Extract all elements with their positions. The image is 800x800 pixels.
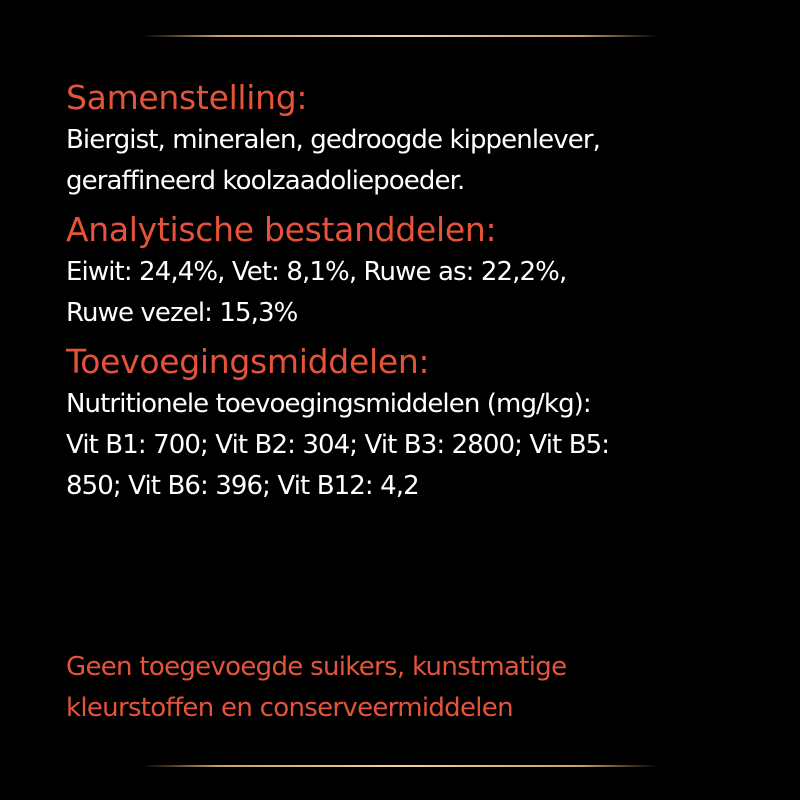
composition-heading: Samenstelling: xyxy=(66,78,308,117)
top-divider xyxy=(142,35,658,37)
ingredients-panel xyxy=(66,76,766,507)
analytical-line-2: Ruwe vezel: 15,3% xyxy=(66,298,298,328)
analytical-heading: Analytische bestanddelen: xyxy=(66,210,497,249)
no-additives-note xyxy=(66,647,766,729)
note-line-2: kleurstoffen en conserveermiddelen xyxy=(66,693,513,723)
composition-section xyxy=(66,76,766,202)
additives-line-3: 850; Vit B6: 396; Vit B12: 4,2 xyxy=(66,471,419,501)
composition-line-1: Biergist, mineralen, gedroogde kippenlever, xyxy=(66,125,600,155)
composition-line-2: geraffineerd koolzaadoliepoeder. xyxy=(66,166,465,196)
additives-heading: Toevoegingsmiddelen: xyxy=(66,342,430,381)
analytical-line-1: Eiwit: 24,4%, Vet: 8,1%, Ruwe as: 22,2%, xyxy=(66,257,567,287)
additives-section xyxy=(66,340,766,507)
note-line-1: Geen toegevoegde suikers, kunstmatige xyxy=(66,652,567,682)
additives-line-1: Nutritionele toevoegingsmiddelen (mg/kg): xyxy=(66,389,591,419)
analytical-section xyxy=(66,208,766,334)
additives-line-2: Vit B1: 700; Vit B2: 304; Vit B3: 2800; Vit B5: xyxy=(66,430,610,460)
bottom-divider xyxy=(142,765,658,767)
